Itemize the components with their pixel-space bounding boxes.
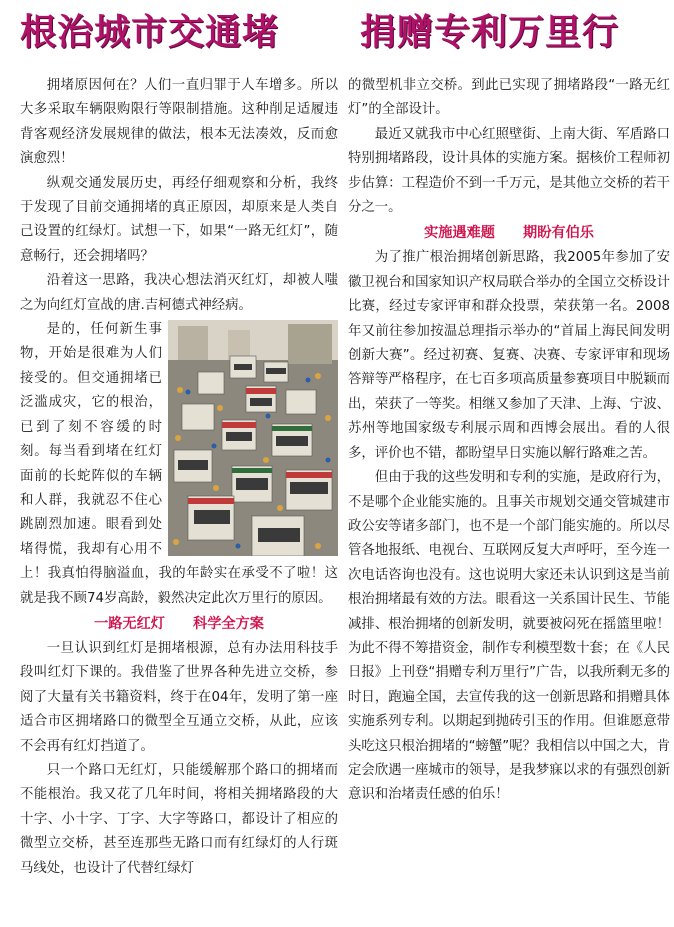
- section-subhead: 一路无红灯 科学全方案: [94, 615, 264, 632]
- paragraph: 是的，任何新生事物，开始是很难为人们接受的。但交通拥堵已泛滥成灾，它的根治，已到了刻不容缓的时刻。每当看到堵在红灯面前的长蛇阵似的车辆和人群，我就忍不住心跳剧烈加速。眼看到处堵得慌，我却有心用不上！我真怕得脑溢血，我的年龄实在承受不了啦！这就是我不顾74岁高龄，毅然决定此次万里行的原因。: [20, 322, 338, 606]
- headline-right: 捐赠专利万里行: [360, 12, 620, 53]
- traffic-jam-photo: [168, 320, 338, 556]
- paragraph: 最近又就我市中心红照壁街、上南大街、军盾路口特别拥堵路段，设计具体的实施方案。据核价工程师初步估算：工程造价不到一千万元，是其他立交桥的若干分之一。: [348, 126, 670, 216]
- paragraph: 只一个路口无红灯，只能缓解那个路口的拥堵而不能根治。我又花了几年时间，将相关拥堵路段的大十字、小十字、丁字、大字等路口，都设计了相应的微型立交桥，甚至连那些无路口而有红绿灯的人行斑马线处，也设计了代替红绿灯: [20, 762, 338, 876]
- paragraph: 的微型机非立交桥。到此已实现了拥堵路段“一路无红灯”的全部设计。: [348, 78, 670, 118]
- section-subhead: 实施遇难题 期盼有伯乐: [424, 225, 594, 242]
- paragraph: 纵观交通发展历史，再经仔细观察和分析，我终于发现了目前交通拥堵的真正原因，却原来是人类自己设置的红绿灯。试想一下，如果“一路无红灯”，随意畅行，还会拥堵吗？: [20, 175, 338, 264]
- headline-left: 根治城市交通堵: [20, 12, 280, 53]
- left-column: [20, 74, 338, 881]
- paragraph: 一旦认识到红灯是拥堵根源，总有办法用科技手段叫红灯下课的。我借鉴了世界各种先进立交桥，参阅了大量有关书籍资料，终于在04年，发明了第一座适合市区拥堵路口的微型全互通立交桥，从此，应该不会再有红灯挡道了。: [20, 640, 338, 754]
- paragraph: 拥堵原因何在？人们一直归罪于人车增多。所以大多采取车辆限购限行等限制措施。这种削足适履违背客观经济发展规律的做法，根本无法凑效，反而愈演愈烈！: [20, 78, 338, 167]
- paragraph: 但由于我的这些发明和专利的实施，是政府行为，不是哪个企业能实施的。且事关市规划交通交管城建市政公安等诸多部门，也不是一个部门能实施的。所以尽管各地报纸、电视台、互联网反复大声呼吁，至今连一次电话咨询也没有。这也说明大家还未认识到这是当前根治拥堵最有效的方法。眼看这一关系国计民生、节能减排、根治拥堵的创新发明，就要被闷死在摇篮里啦！为此不得不筹措资金，制作专利模型数十套；在《人民日报》上刊登“捐赠专利万里行”广告，以我所剩无多的时日，跑遍全国，去宣传我的这一创新思路和捐赠具体实施系列专利。以期起到抛砖引玉的作用。但谁愿意带头吃这只根治拥堵的“螃蟹”呢？我相信以中国之大，肯定会欣遇一座城市的领导，是我梦寐以求的有强烈创新意识和治堵责任感的伯乐！: [348, 470, 670, 803]
- right-column: [348, 74, 670, 808]
- paragraph: 沿着这一思路，我决心想法消灭红灯，却被人嗤之为向红灯宣战的唐.吉柯德式神经病。: [20, 273, 338, 313]
- paragraph: 为了推广根治拥堵创新思路，我2005年参加了安徽卫视台和国家知识产权局联合举办的全国立交桥设计比赛，经过专家评审和群众投票，荣获第一名。2008年又前往参加按温总理指示举办的“首届上海民间发明创新大赛”。经过初赛、复赛、决赛、专家评审和现场答辩等严格程序，在七百多项高质量参赛项目中脱颖而出，荣获了一等奖。相继又参加了天津、上海、宁波、苏州等地国家级专利展示周和西博会展出。看的人很多，评价也不错，都盼望早日实施以解行路难之苦。: [348, 250, 670, 461]
